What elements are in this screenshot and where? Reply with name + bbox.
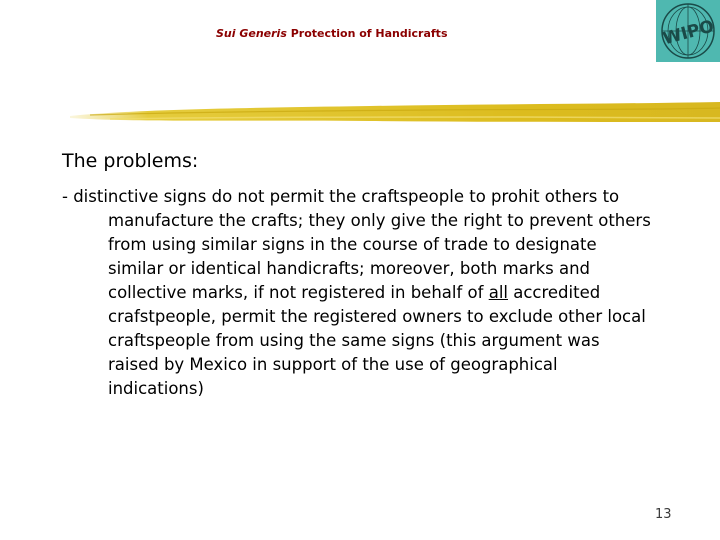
page-number: 13 (655, 507, 672, 522)
slide-heading: The problems: (62, 150, 199, 172)
bullet-line-part: accredited (507, 283, 601, 302)
header-title-italic: Sui Generis (216, 27, 287, 40)
bullet-line: similar or identical handicrafts; moreover, both marks and (108, 259, 591, 278)
bullet-line: - distinctive signs do not permit the craftspeople to prohit others to (62, 187, 620, 206)
bullet-line: craftspeople from using the same signs (this argument was (108, 331, 600, 350)
bullet-line: from using similar signs in the course of trade to designate (108, 235, 597, 254)
header-title (216, 27, 448, 40)
bullet-line-part: collective marks, if not registered in behalf of (108, 283, 489, 302)
wipo-logo-text: WIPO (660, 16, 717, 50)
bullet-line (62, 281, 702, 305)
wipo-logo (656, 0, 720, 62)
bullet-line: indications) (108, 379, 204, 398)
decorative-brush-rule (70, 98, 720, 132)
header-title-rest: Protection of Handicrafts (286, 27, 448, 40)
bullet-line: raised by Mexico in support of the use of geographical (108, 355, 558, 374)
underlined-word-all: all (488, 283, 508, 302)
bullet-line: manufacture the crafts; they only give the right to prevent others (108, 211, 651, 230)
bullet-text (62, 185, 702, 401)
bullet-line: crafstpeople, permit the registered owners to exclude other local (108, 307, 646, 326)
